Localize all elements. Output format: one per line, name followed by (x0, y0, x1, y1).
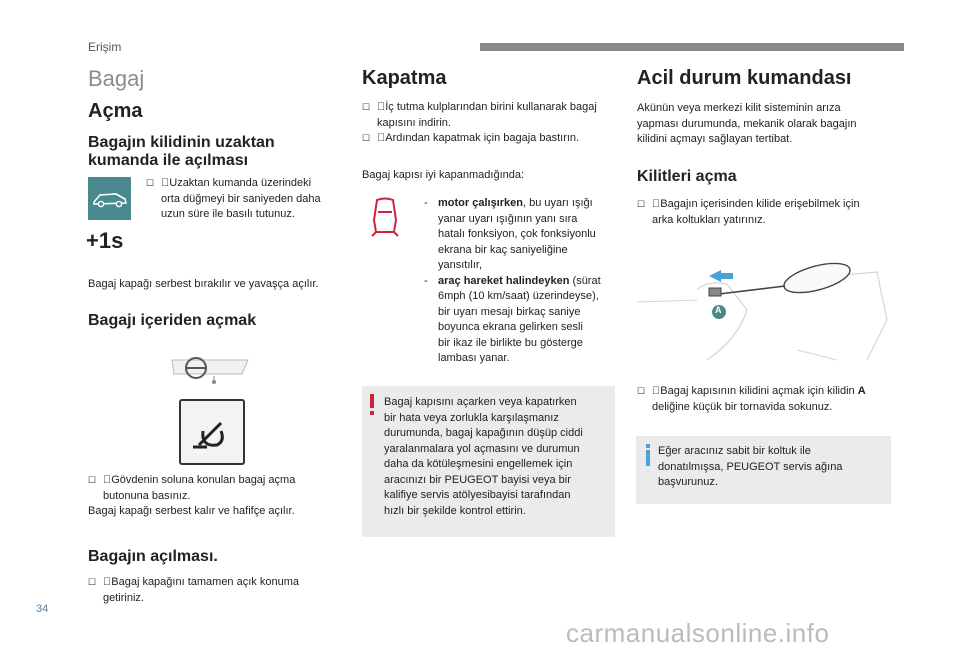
closing-steps: ☐ İç tutma kulplarından birini kullanarak bagaj kapısını indirin. ☐ Ardından kapatmak için bagaja bastırın. (362, 100, 622, 147)
unlock-step-1: ☐ Bagajın içerisinden kilide erişebilmek için arka koltukları yatırınız. (637, 198, 860, 226)
watermark: carmanualsonline.info (566, 618, 830, 648)
warning-text: Bagaj kapısını açarken veya kapatırken bir hata veya zorlukla karşılaşmanız durumunda, bagaj kapağının düşüp ciddi yaralanmalara yol açmasını ve durumun daha da kötüleşmesini engellemek için aracınızı bir PEUGEOT bayisi veya bir kalifiye servis atölyesibayisi tarafından hızlı bir şekilde kontrol ettirin. (384, 396, 583, 517)
plus-one-second-icon: +1s (86, 228, 124, 253)
unlock-step-2: ☐ Bagaj kapısının kilidini açmak için kilidin A deliğine küçük bir tornavida sokunuz. (637, 385, 866, 413)
page-number: 34 (36, 603, 49, 615)
bullet-icon: ☐ (362, 133, 371, 143)
bullet-icon: ☐ (637, 199, 646, 209)
dashboard-illustration (170, 352, 250, 392)
heading-emergency: Acil durum kumandası (637, 67, 852, 89)
remote-result: Bagaj kapağı serbest bırakılır ve yavaşça açılır. (88, 278, 319, 290)
car-trunk-icon (88, 177, 131, 220)
bullet-icon: ☐ (88, 577, 97, 587)
figure-label-a: A (715, 305, 722, 315)
warning-conditions: - motor çalışırken, bu uyarı ışığı yanar uyarı ışığının yanı sıra hatalı fonksiyon, çok fonksiyonlu ekrana bir kaç saniyeliğine yansıtılır, - araç hareket halindeyken (sürat 6mph (10 km/saat) üzerindeyse), bir uyarı mesajı birkaç saniye boyunca ekrana gelirken sesli bir ikaz ile birlikte bu gösterge lambası yanar. (424, 197, 601, 364)
not-closed-intro: Bagaj kapısı iyi kapanmadığında: (362, 169, 525, 181)
heading-remote-line2: kumanda ile açılması (88, 152, 249, 169)
bullet-icon: ☐ (146, 178, 155, 188)
section-label: Erişim (88, 40, 122, 54)
remote-instruction: ☐ Uzaktan kumanda üzerindeki orta düğmeyi bir saniyeden daha uzun süre ile basılı tutunuz. (146, 177, 321, 220)
open-trunk-warning-icon (368, 196, 402, 238)
bullet-icon: ☐ (88, 475, 97, 485)
emergency-intro: Akünün veya merkezi kilit sisteminin arıza yapması durumunda, mekanik olarak bagajın kilidini açmayı sağlayan tertibat. (637, 102, 857, 145)
heading-closing: Kapatma (362, 67, 447, 89)
heading-opening: Açma (88, 100, 143, 122)
exclamation-icon (369, 394, 375, 421)
info-text: Eğer aracınız sabit bir koltuk ile donatılmışsa, PEUGEOT servis ağına başvurunuz. (658, 445, 843, 488)
trunk-open-instruction: ☐ Bagaj kapağını tamamen açık konuma getiriniz. (88, 576, 299, 604)
heading-trunk-opening: Bagajın açılması. (88, 548, 218, 565)
bullet-icon: ☐ (637, 386, 646, 396)
heading-remote-open (88, 134, 275, 170)
heading-unlocking: Kilitleri açma (637, 168, 737, 185)
info-icon (644, 444, 652, 471)
inside-instruction: ☐ Gövdenin soluna konulan bagaj açma butonuna basınız. Bagaj kapağı serbest kalır ve hafifçe açılır. (88, 474, 296, 517)
header-bar (480, 43, 904, 51)
heading-inside-open: Bagajı içeriden açmak (88, 312, 257, 329)
page-title: Bagaj (88, 66, 145, 91)
bullet-icon: ☐ (362, 102, 371, 112)
screwdriver-lock-illustration (637, 250, 892, 370)
heading-remote-line1: Bagajın kilidinin uzaktan (88, 134, 275, 151)
trunk-release-button-icon (179, 399, 245, 465)
